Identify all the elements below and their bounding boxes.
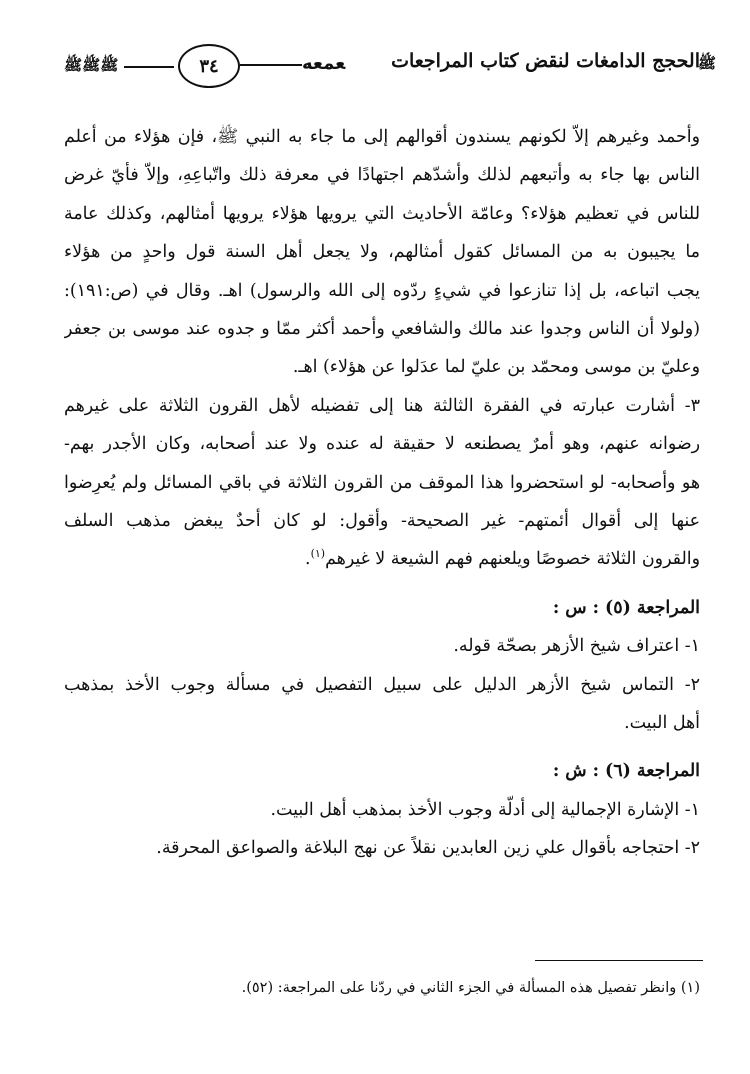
footnote-marker: (١) <box>310 547 326 561</box>
footnote: (١) وانظر تفصيل هذه المسألة في الجزء الثاني في ردّنا على المراجعة: (٥٢). <box>241 980 700 996</box>
list-item: ١- الإشارة الإجمالية إلى أدلّة وجوب الأخذ بمذهب أهل البيت. <box>270 799 700 820</box>
header-ornament-right: ﷺ <box>697 54 716 72</box>
text-line: (ولولا أن الناس وجدوا عند مالك والشافعي وأحمد أكثر ممّا و جدوه عند موسى بن جعفر <box>64 318 700 339</box>
footnote-rule <box>535 960 703 961</box>
text-line: يجب اتباعه، بل إذا تنازعوا في شيءٍ ردّوه إلى الله والرسول) اهـ. وقال في (ص:١٩١): <box>64 280 700 301</box>
page-number: ٣٤ <box>178 44 240 88</box>
text-line: ما يجيبون به من المسائل كقول أمثالهم، ولا يجعل أهل السنة قول واحدٍ من هؤلاء <box>64 242 700 263</box>
running-header <box>50 44 716 104</box>
text-line: عنها إلى أقوال أئمتهم- غير الصحيحة- وأقول: لو كان أحدٌ يبغض مذهب السلف <box>64 510 700 531</box>
list-item: أهل البيت. <box>624 712 700 733</box>
text-line: وعليّ بن موسى ومحمّد بن عليّ لما عدَلوا عن هؤلاء) اهـ. <box>292 357 700 378</box>
list-item: ١- اعتراف شيخ الأزهر بصحّة قوله. <box>453 636 700 657</box>
header-title: الحجج الدامغات لنقض كتاب المراجعات <box>391 50 700 72</box>
header-swash-ornament: ﻌﻤﻌﻪ <box>302 53 346 74</box>
list-item: ٢- التماس شيخ الأزهر الدليل على سبيل التفصيل في مسألة وجوب الأخذ بمذهب <box>64 674 700 695</box>
section-heading-5: المراجعة (٥) : س : <box>552 597 700 618</box>
text-line: للناس في تعظيم هؤلاء؟ وعامّة الأحاديث التي يرويها هؤلاء يرويها أمثالهم، وكذلك عامة <box>64 203 700 224</box>
header-rule <box>124 66 174 68</box>
text-line-content: والقرون الثلاثة خصوصًا ويلعنهم فهم الشيعة لا غيرهم <box>325 549 700 570</box>
list-item: ٢- احتجاجه بأقوال علي زين العابدين نقلاً عن نهج البلاغة والصواعق المحرقة. <box>156 838 700 859</box>
header-rule <box>240 64 302 66</box>
header-ornament-left: ﷺﷺﷺ <box>64 56 119 74</box>
text-line: هو وأصحابه- لو استحضروا هذا الموقف من القرون الثلاثة في باقي المسائل ولم يُعرِضوا <box>64 472 700 493</box>
body-text <box>64 118 700 868</box>
text-line <box>64 540 700 578</box>
text-line: الناس بها جاء به وأتبعهم لذلك وأشدّهم اجتهادًا في معرفة ذلك واتّباعِهِ، وإلاّ فأيّ غرض <box>64 165 700 186</box>
text-line-end: . <box>305 549 311 570</box>
text-line: وأحمد وغيرهم إلاّ لكونهم يسندون أقوالهم إلى ما جاء به النبي ﷺ، فإن هؤلاء من أعلم <box>64 127 700 147</box>
text-line: ٣- أشارت عبارته في الفقرة الثالثة هنا إلى تفضيله لأهل القرون الثلاثة على غيرهم <box>64 395 700 416</box>
section-heading-6: المراجعة (٦) : ش : <box>552 761 700 782</box>
text-line: رضوانه عنهم، وهو أمرٌ يصطنعه لا حقيقة له عنده ولا عند أصحابه، وكان الأجدر بهم- <box>64 434 700 455</box>
